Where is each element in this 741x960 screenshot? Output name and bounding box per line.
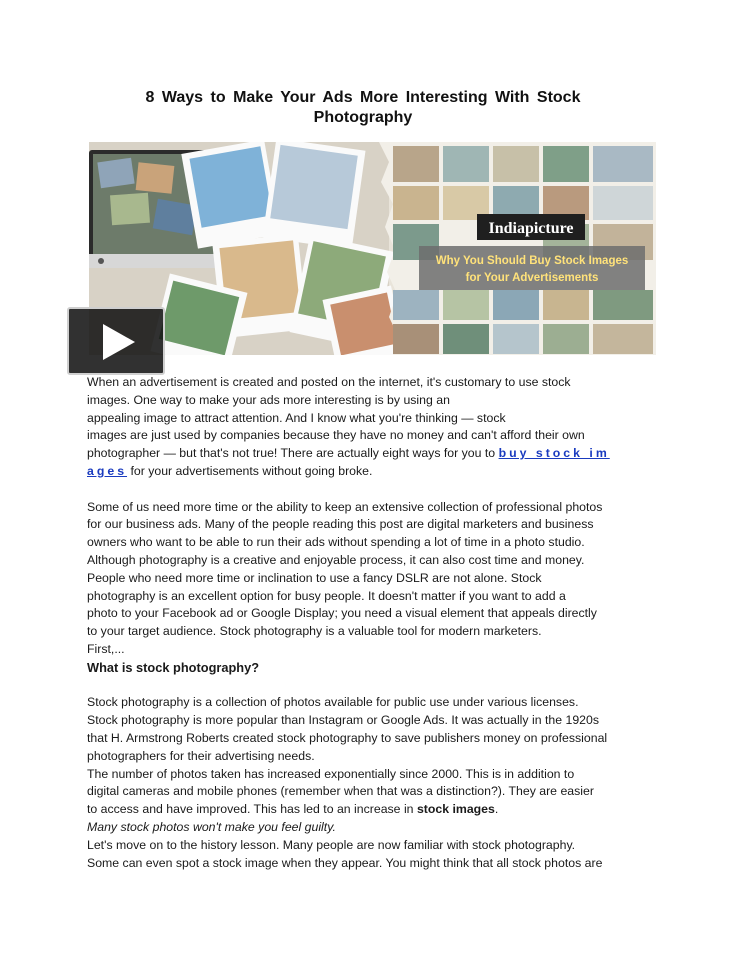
text-line: Some can even spot a stock image when they appear. You might think that all stock photos are xyxy=(87,855,603,870)
text-line: digital cameras and mobile phones (remember when that was a distinction?). They are easier xyxy=(87,784,594,799)
text-line: Stock photography is a collection of photos available for public use under various licenses. xyxy=(87,695,579,710)
play-icon xyxy=(99,322,139,362)
brand-text: Indiapicture xyxy=(488,220,574,237)
buy-stock-images-link-cont[interactable]: ages xyxy=(87,463,128,478)
text-line xyxy=(87,801,655,819)
buy-stock-images-link[interactable]: buy stock im xyxy=(498,446,610,461)
stock-images-emphasis: stock images xyxy=(416,802,495,817)
section-heading: What is stock photography? xyxy=(87,659,260,675)
text-line: images. One way to make your ads more interesting is by using an xyxy=(87,392,450,407)
italic-line: Many stock photos won't make you feel guilty. xyxy=(87,819,336,834)
banner-image xyxy=(89,142,656,355)
text-line: photographers for their advertising needs. xyxy=(87,748,315,763)
text-line: People who need more time or inclination to use a fancy DSLR are not alone. Stock xyxy=(87,570,542,585)
text-line: Stock photography is more popular than Instagram or Google Ads. It was actually in the 1920s xyxy=(87,713,599,728)
text-line: Although photography is a creative and enjoyable process, it can also cost time and money. xyxy=(87,552,585,567)
text-line xyxy=(87,445,655,463)
caption-line-2: for Your Advertisements xyxy=(465,272,599,284)
text-line: photo to your Facebook ad or Google Display; you need a visual element that appeals directly xyxy=(87,606,597,621)
video-play-button[interactable] xyxy=(67,307,165,375)
text-line: photography is an excellent option for busy people. It doesn't matter if you want to add a xyxy=(87,588,566,603)
text-line: owners who want to be able to run their ads without spending a lot of time in a photo studio. xyxy=(87,535,585,550)
text-span: photographer — but that's not true! There are actually eight ways for you to xyxy=(87,446,499,461)
text-line: When an advertisement is created and posted on the internet, it's customary to use stock xyxy=(87,375,571,389)
text-line: First,... xyxy=(87,641,125,656)
text-span: for your advertisements without going broke. xyxy=(127,463,373,478)
text-span: . xyxy=(494,802,499,817)
text-line: appealing image to attract attention. And I know what you're thinking — stock xyxy=(87,410,506,425)
text-line: images are just used by companies because they have no money and can't afford their own xyxy=(87,428,585,443)
article-body xyxy=(87,374,655,872)
caption-line-1: Why You Should Buy Stock Images xyxy=(435,255,629,267)
text-line: that H. Armstrong Roberts created stock photography to save publishers money on professional xyxy=(87,730,608,745)
text-line: Some of us need more time or the ability to keep an extensive collection of professional photos xyxy=(87,499,603,514)
text-line: The number of photos taken has increased exponentially since 2000. This is in addition to xyxy=(87,766,575,781)
text-line: Let's move on to the history lesson. Many people are now familiar with stock photography. xyxy=(87,837,576,852)
text-line: for our business ads. Many of the people reading this post are digital marketers and business xyxy=(87,517,594,532)
page-title: 8 Ways to Make Your Ads More Interesting With Stock Photography xyxy=(145,89,581,126)
text-line: to your target audience. Stock photography is a valuable tool for modern marketers. xyxy=(87,624,542,639)
text-span: to access and have improved. This has led to an increase in xyxy=(87,802,417,817)
text-line xyxy=(87,463,655,481)
